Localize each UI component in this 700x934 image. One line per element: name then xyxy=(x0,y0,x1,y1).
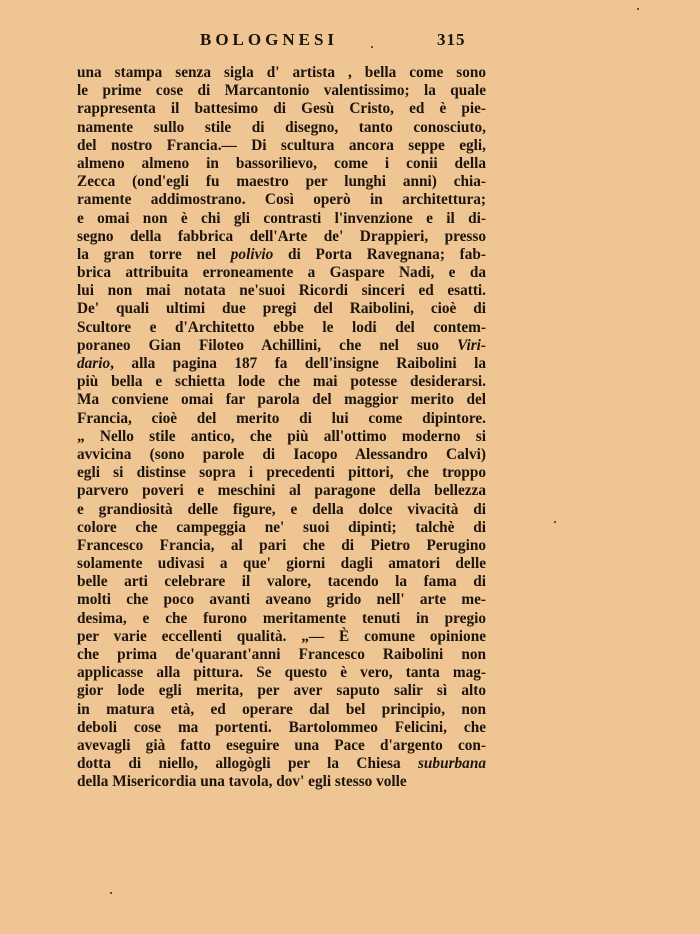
running-head xyxy=(200,30,500,54)
text-line: parvero poveri e meschini al paragone della bellezza xyxy=(77,482,486,500)
text-line-polivio xyxy=(77,246,486,264)
text-line-viridario xyxy=(77,337,486,355)
text-line: Ma conviene omai far parola del maggior merito del xyxy=(77,391,486,409)
text-fragment: dotta di niello, allogògli per la Chiesa xyxy=(77,755,418,773)
text-line: del nostro Francia.— Di scultura ancora seppe egli, xyxy=(77,136,486,154)
text-line: Francesco Francia, al pari che di Pietro Perugino xyxy=(77,536,486,554)
text-line: rappresenta il battesimo di Gesù Cristo, ed è pie- xyxy=(77,100,486,118)
text-fragment: poraneo Gian Filoteo Achillini, che nel suo xyxy=(77,336,458,354)
text-line: deboli cose ma portenti. Bartolommeo Felicini, che xyxy=(77,718,486,736)
text-line: e grandiosità delle figure, e della dolce vivacità di xyxy=(77,500,486,518)
text-fragment: , alla pagina 187 fa dell'insigne Raibolini la xyxy=(110,355,486,372)
text-line: applicasse alla pittura. Se questo è vero, tanta mag- xyxy=(77,664,486,682)
text-line: „ Nello stile antico, che più all'ottimo moderno si xyxy=(77,427,486,445)
italic-word-dario: dario xyxy=(77,355,111,372)
text-line: segno della fabbrica dell'Arte de' Drappieri, presso xyxy=(77,227,486,245)
italic-word-viri: Viri- xyxy=(457,336,486,354)
text-line: che prima de'quarant'anni Francesco Raibolini non xyxy=(77,646,486,663)
text-line: avevagli già fatto eseguire una Pace d'argento con- xyxy=(77,736,486,754)
text-line: egli si distinse sopra i precedenti pittori, che troppo xyxy=(77,464,486,482)
text-line: Zecca (ond'egli fu maestro per lunghi anni) chia- xyxy=(77,173,486,191)
body-text xyxy=(77,64,486,792)
text-line-dario xyxy=(77,355,486,373)
text-line: e omai non è chi gli contrasti l'invenzione e il di- xyxy=(77,209,486,227)
text-line: in matura età, ed operare dal bel principio, non xyxy=(77,700,486,718)
text-line: brica attribuita erroneamente a Gaspare Nadi, e da xyxy=(77,264,486,282)
text-line: della Misericordia una tavola, dov' egli stesso volle xyxy=(77,773,407,791)
text-line: per varie eccellenti qualità. „— È comune opinione xyxy=(77,627,486,645)
text-line: Francia, cioè del merito di lui come dipintore. xyxy=(77,409,486,427)
text-fragment: di Porta Ravegnana; fab- xyxy=(273,245,486,263)
text-line: almeno almeno in bassorilievo, come i conii della xyxy=(77,154,486,172)
text-line: lui non mai notata ne'suoi Ricordi sinceri ed esatti. xyxy=(77,282,486,300)
text-line: Scultore e d'Architetto ebbe le lodi del contem- xyxy=(77,318,486,336)
italic-word-polivio: polivio xyxy=(230,245,274,263)
text-line: solamente udivasi a que' giorni dagli amatori delle xyxy=(77,555,486,573)
text-line: namente sullo stile di disegno, tanto conosciuto, xyxy=(77,118,486,136)
text-line: molti che poco avanti aveano grido nell' arte me- xyxy=(77,591,486,609)
text-line: una stampa senza sigla d' artista , bella come sono xyxy=(77,64,486,81)
text-line: più bella e schietta lode che mai potesse desiderarsi. xyxy=(77,373,486,391)
text-fragment: la gran torre nel xyxy=(77,245,231,263)
text-line: belle arti celebrare il valore, tacendo la fama di xyxy=(77,573,486,591)
paper-speck xyxy=(110,892,112,894)
text-line: ramente addimostrano. Così operò in architettura; xyxy=(77,191,486,209)
page-number: 315 xyxy=(437,30,466,49)
text-line: avvicina (sono parole di Iacopo Alessandro Calvi) xyxy=(77,445,486,463)
italic-word-suburbana: suburbana xyxy=(417,755,486,773)
text-line: colore che campeggia ne' suoi dipinti; talchè di xyxy=(77,518,486,536)
text-line: le prime cose di Marcantonio valentissimo; la quale xyxy=(77,82,486,100)
running-title: BOLOGNESI xyxy=(200,30,339,49)
text-line: gior lode egli merita, per aver saputo salir sì alto xyxy=(77,682,486,700)
paper-speck xyxy=(371,46,373,48)
text-line: De' quali ultimi due pregi del Raibolini, cioè di xyxy=(77,300,486,318)
paper-speck xyxy=(637,8,639,10)
text-line: desima, e che furono meritamente tenuti in pregio xyxy=(77,609,486,627)
paper-speck xyxy=(554,521,556,523)
text-line-suburbana xyxy=(77,755,486,773)
